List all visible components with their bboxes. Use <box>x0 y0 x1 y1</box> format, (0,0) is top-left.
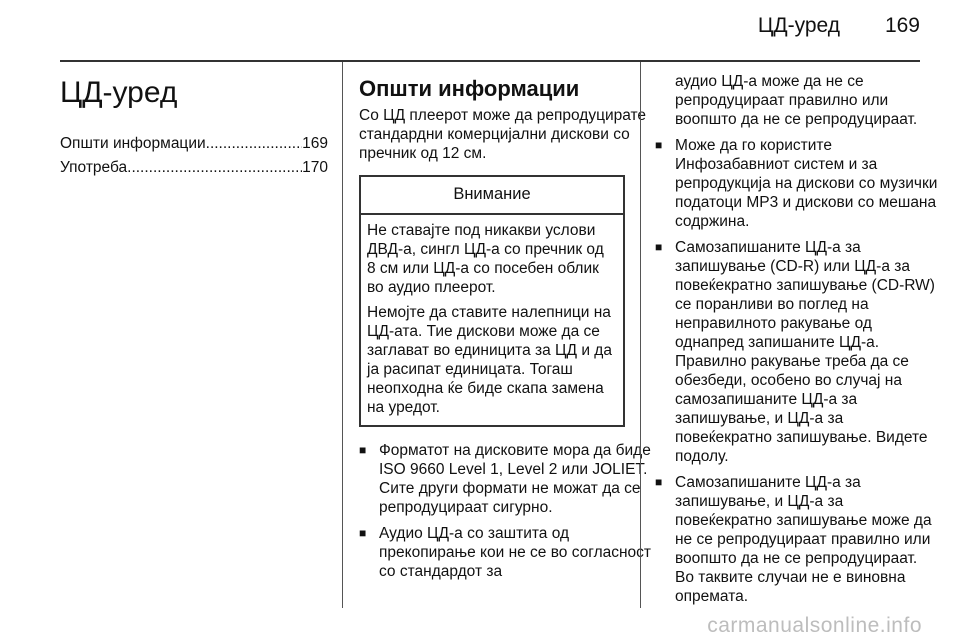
square-bullet-icon: ■ <box>655 240 663 254</box>
toc-entry[interactable] <box>60 132 328 156</box>
warning-paragraph: Не ставајте под никакви услови ДВД-а, сингл ЦД-а со пречник од 8 см или ЦД-а со посебен облик во аудио плеерот. <box>367 222 604 296</box>
continued-paragraph: аудио ЦД-а може да не се репродуцираат правилно или воопшто да не се репродуцираат. <box>675 73 918 128</box>
intro-paragraph: Со ЦД плеерот може да репродуцирате стандардни комерцијални дискови со пречник од 12 см. <box>359 107 647 162</box>
toc-leader-dots <box>206 132 302 156</box>
toc-entry-page: 170 <box>302 159 328 176</box>
warning-heading: Внимание <box>361 177 623 215</box>
square-bullet-icon: ■ <box>655 475 663 489</box>
list-item-text: Самозапишаните ЦД-а за запишување (CD-R) или ЦД-а за повеќекратно запишување (CD-RW) се поранливи во поглед на неправилното ракување од однапред запишаните ЦД-а. Правилно ракување треба да се обезбеди, особено во случај на самозапишаните ЦД-а за запишување, и ЦД-а за повеќекратно запишување. Видете подолу. <box>675 239 935 465</box>
square-bullet-icon: ■ <box>359 443 367 457</box>
running-title: ЦД-уред <box>757 14 840 37</box>
watermark: carmanualsonline.info <box>707 614 922 637</box>
toc-entry-page: 169 <box>302 135 328 152</box>
chapter-column <box>60 62 328 608</box>
list-item-text: Самозапишаните ЦД-а за запишување, и ЦД-а за повеќекратно запишување може да не се репродуцираат правилно или воопшто да не се репродуцираат. Во таквите случаи не е виновна опремата. <box>675 474 932 605</box>
general-info-column <box>342 62 656 608</box>
list-item-text: Аудио ЦД-а со заштита од прекопирање кои не се во согласност со стандардот за <box>379 525 652 580</box>
square-bullet-icon: ■ <box>359 526 367 540</box>
page-number: 169 <box>884 14 920 37</box>
square-bullet-icon: ■ <box>655 138 663 152</box>
list-item <box>359 441 656 517</box>
list-item-text: Форматот на дисковите мора да биде ISO 9660 Level 1, Level 2 или JOLIET. Сите други формати не можат да се репродуцираат сигурно. <box>379 442 651 516</box>
list-item-text: Може да го користите Инфозабавниот систем и за репродукција на дискови со музички податоци MP3 и дискови со мешана содржина. <box>675 137 938 230</box>
toc-entry-label: Општи информации <box>60 135 206 152</box>
bullet-list <box>655 136 940 606</box>
toc-entry[interactable] <box>60 156 328 180</box>
continuation-column <box>640 62 940 608</box>
toc-entry-label: Употреба <box>60 159 128 176</box>
list-item <box>655 238 940 466</box>
warning-box <box>359 175 625 427</box>
list-item <box>655 473 940 606</box>
warning-paragraph: Немојте да ставите налепници на ЦД-ата. Тие дискови може да се заглават во единицита за ЦД и да ја расипат единицата. Тогаш неопходна ќе биде скапа замена на уредот. <box>367 304 612 416</box>
section-title: Општи информации <box>359 76 580 101</box>
bullet-list <box>359 441 656 581</box>
warning-body <box>361 215 623 425</box>
toc-leader-dots <box>127 156 302 180</box>
list-item <box>655 136 940 231</box>
list-item <box>359 524 656 581</box>
page-header <box>60 0 920 62</box>
chapter-title: ЦД-уред <box>60 76 178 109</box>
